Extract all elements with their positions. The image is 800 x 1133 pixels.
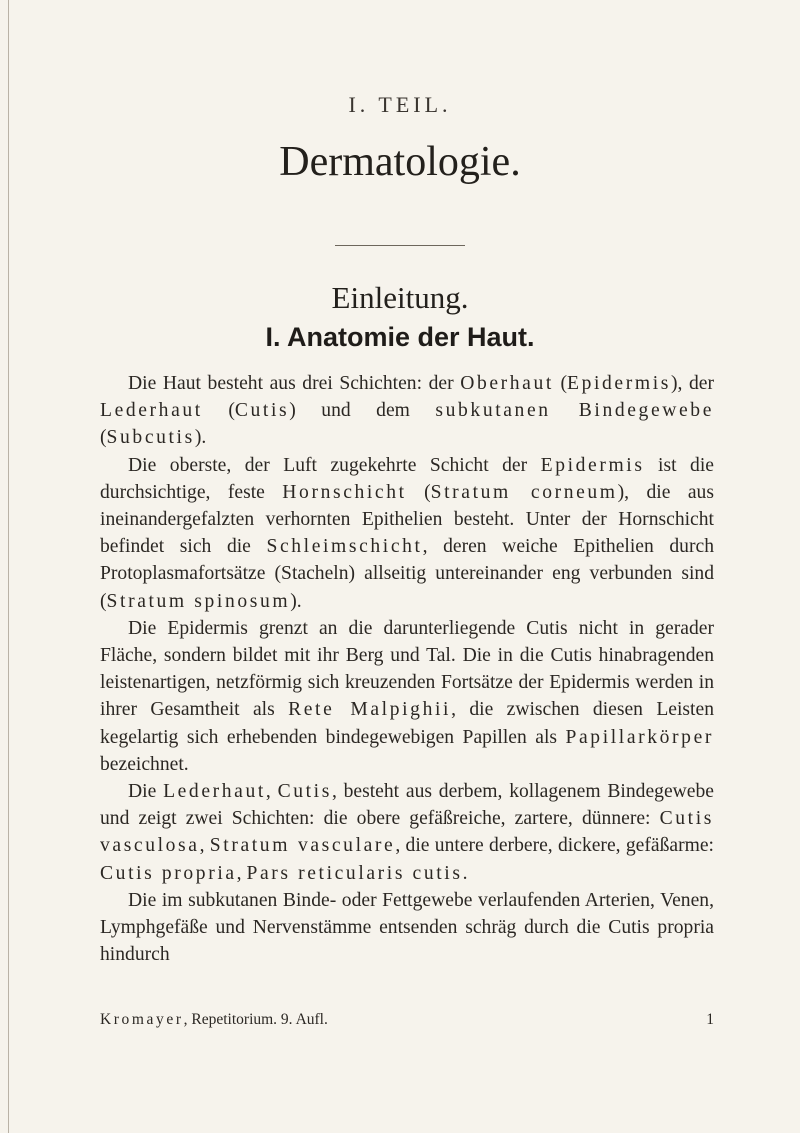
text-run: Die (128, 781, 164, 803)
spaced-term: Oberhaut (460, 373, 554, 394)
paragraph (100, 778, 714, 887)
text-run: ). (194, 427, 207, 449)
paragraph (100, 887, 714, 969)
paragraph (100, 615, 714, 778)
text-run: , besteht aus derbem, kollagenem Bindegewebe und zeigt zwei Schichten: die obere gefäßreiche, zartere, dünnere: (100, 781, 714, 830)
text-run: , (236, 862, 247, 884)
part-heading: I. TEIL. (348, 92, 452, 117)
text-run: ( (406, 481, 431, 503)
spaced-term: Subcutis (106, 427, 195, 449)
spaced-term: Stratum vasculare (209, 835, 396, 857)
text-run: , (265, 781, 278, 803)
spaced-term: Schleimschicht (266, 536, 423, 558)
text-run: , die zwischen diesen Leisten kegelartig sich erhebenden bindegewebigen Papillen als (100, 699, 714, 748)
text-run: ) und dem (289, 400, 436, 422)
paragraph (100, 370, 714, 452)
spaced-term: Lederhaut (100, 400, 203, 422)
text-run: ), der (670, 373, 714, 394)
text-run: ( (553, 373, 568, 394)
spaced-term: subkutanen Bindegewebe (435, 400, 714, 422)
section-heading: I. Anatomie der Haut. (265, 322, 535, 352)
footer-work: , Repetitorium. 9. Aufl. (183, 1011, 328, 1028)
footer-author: Kromayer (100, 1011, 184, 1028)
spaced-term: Lederhaut (163, 781, 266, 803)
text-run: Die im subkutanen Binde- oder Fettgewebe verlaufenden Arterien, Venen, Lymphgefäße und Nervenstämme entsenden schräg durch die Cutis propria hindurch (100, 889, 714, 966)
spaced-term: Cutis vasculosa (100, 808, 714, 857)
spaced-term: Pars reticularis cutis (246, 862, 463, 884)
spaced-term: Rete Malpighii (288, 699, 452, 721)
introduction-heading: Einleitung. (331, 280, 469, 315)
spaced-term: Epidermis (540, 454, 645, 476)
text-run: . (462, 862, 468, 884)
text-run: , die untere derbere, dickere, gefäßarme: (395, 835, 714, 857)
spaced-term: Cutis (277, 781, 332, 803)
text-run: ( (202, 400, 235, 422)
text-run: ( (100, 427, 107, 449)
title-divider (335, 245, 465, 246)
text-run: Die oberste, der Luft zugekehrte Schicht der (128, 454, 541, 476)
chapter-title: Dermatologie. (279, 139, 521, 185)
page-number: 1 (706, 1011, 714, 1028)
text-run: bezeichnet. (100, 753, 189, 775)
spaced-term: Stratum spinosum (106, 590, 291, 612)
body-text (100, 370, 714, 968)
text-run: ). (290, 590, 302, 612)
spaced-term: Cutis (234, 400, 290, 422)
text-run: ), die aus ineinandergefalzten verhornten Epithelien besteht. Unter der Hornschicht befindet sich die (100, 481, 714, 558)
spaced-term: Stratum corneum (430, 481, 618, 503)
text-run: , deren weiche Epithelien durch Protoplasmafortsätze (Stacheln) allseitig untereinander eng verbunden sind ( (100, 536, 714, 612)
text-run: , (199, 835, 210, 857)
paragraph (100, 452, 714, 615)
spaced-term: Epidermis (567, 373, 671, 394)
text-run: Die Epidermis grenzt an die darunterliegende Cutis nicht in gerader Fläche, sondern bildet mit ihr Berg und Tal. Die in die Cutis hinabragenden leistenartigen, netzförmig sich kreuzenden Fortsätze der Epidermis werden in ihrer Gesamtheit als (100, 617, 714, 721)
page-footer (100, 1011, 714, 1029)
spaced-term: Hornschicht (282, 481, 407, 503)
text-run: Die Haut besteht aus drei Schichten: der (128, 373, 461, 394)
text-run: ist die durchsichtige, feste (100, 454, 714, 503)
spaced-term: Cutis propria (100, 862, 237, 884)
spaced-term: Papillarkörper (565, 726, 714, 748)
